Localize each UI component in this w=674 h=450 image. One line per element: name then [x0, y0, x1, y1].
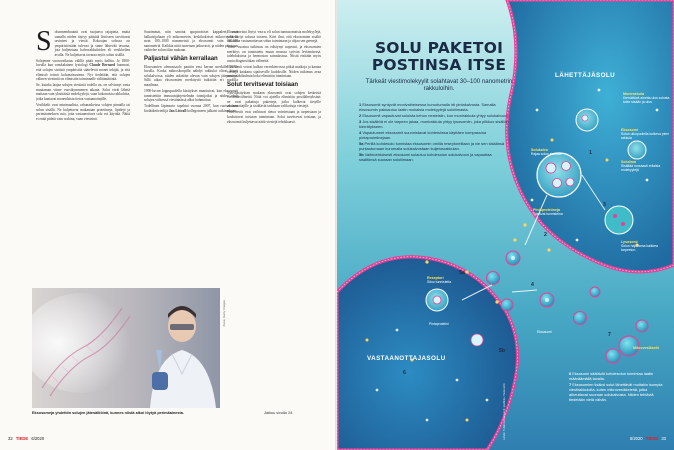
article-column-3 — [227, 30, 321, 428]
paragraph: Se, kuinka laajaa solujen viestintä todella on, on selvinnyt vasta muutaman viime vuosikymmenen aikana. Solut eivät lähetä maitaan vain yksittäisiä molekyylejä, vaan kokonaisia rakkuloita, jotka kantavat monenlaista tietoa vastaanottajille. — [36, 83, 130, 101]
note-title: Mikrovesikkelit — [633, 346, 659, 350]
paragraph: Nykykäsityksen mukaan eksosomit ovat solujen keskeisiä viestintävälineitä. Niitä voi ajatella elimistön postilähetyksinä: ne ovat pakattuja paketteja, jotka kulkevat tietyille vastaanottajille ja sisältävät tarkkaan valikoituja viestejä. — [227, 90, 321, 109]
note-title: Solulima — [621, 160, 636, 164]
lab-illustration — [32, 288, 220, 408]
step-5a — [359, 141, 509, 151]
note-body: Kierrättävä ainetta ulos solusta tulee sisään ja ulos — [623, 96, 670, 105]
note-title: Reseptori — [427, 276, 444, 280]
note-title: Eksosomi — [621, 128, 638, 132]
note-solukalvo — [531, 148, 575, 156]
step-text: Vapautuneet eksosomit suunnistavat kohteisiinsa käyttäen kompassina pintaproteiinejaan. — [359, 130, 487, 141]
note-body: Solun hajottama kaikkea tarpeeton — [621, 244, 658, 253]
paragraph: Vesikkelit ovat minimaalisia, rahanaskeissa solujen pinnalla tai solun sisällä. Ne kuljettavat mukanaan proteiineja, lipidejä ja perimäaineksen osia, joita vastaanottava solu voi käyttää. Näitä ei enää pidetä vain roskina, vaan viesteinä. — [36, 102, 130, 121]
magazine-logo: TIEDE — [645, 436, 659, 441]
dropcap: S — [36, 30, 52, 57]
step-list — [359, 102, 509, 164]
paragraph-text: Solujenne vuorovaikutus välillä pitää myös hallita. Jo 1800-luvulla kun ranskalainen fysiologi — [36, 58, 130, 68]
infographic-title — [359, 40, 519, 74]
paragraph: Eksosomit voivat kulkea verenkierrossa pitkiä matkoja ja kantaa viestejä kaukana sijaitseville kudoksille. Niiden tutkimus avaa uusia näkökulmia koko elimistön toimintaan. — [227, 65, 321, 79]
step-text: Eksosomit syntyvät monivaiheisessa kuroutumalla irti pintakalvosta. Samalla eksosomin pakkautuu laatin mukaisia molekyylejä soluliimasta. — [359, 102, 496, 113]
title-line-2: POSTINSA ITSE — [371, 56, 507, 74]
multivesicular-body — [537, 153, 581, 197]
note-lysosomi — [621, 240, 671, 252]
note-body: Sitoo tunnisteita — [427, 280, 452, 285]
marker-3: 3 — [603, 202, 606, 208]
article-column-1 — [36, 30, 130, 280]
note-title: Monirakkula — [623, 92, 644, 96]
photo-credit: Kuva: Getty Images — [222, 300, 226, 327]
folio-left — [8, 436, 44, 441]
step-number: 5b — [359, 152, 364, 158]
label-pintaproteiini: Pintaproteiini — [429, 322, 449, 326]
section-heading: Paljastui vähän kerrallaan — [144, 55, 218, 62]
step-number: 2 — [359, 113, 362, 119]
issue-number: 6/2020 — [629, 436, 643, 441]
step-text: Eksosomien lisäksi solut lähettävät muitakin isompia viestirakkuloita, kuten mikrovesikkeleitä, jotka aiheuttavat suoraan solukalvosta. Niiden tehtäviä tiedetään vielä vähän. — [569, 381, 663, 402]
marker-4: 4 — [531, 282, 534, 288]
marker-2: 2 — [544, 232, 547, 238]
paragraph: Postiviestit ovat vaihtuvat tietoa vointeistaan ja tarpeistaan ja kouluttavat toisiaan toimintaan. Solut tarvitsevat toisiaan, ja eksosomit kuljettavat näitä viestejä tehokkaasti. — [227, 110, 321, 124]
person-name: Jan Lötvall — [168, 108, 187, 113]
step-5b — [359, 152, 509, 162]
title-line-1: SOLU PAKETOI — [374, 39, 504, 57]
step-number: 3 — [359, 119, 362, 125]
step-number: 4 — [359, 130, 362, 136]
right-page — [337, 0, 674, 450]
note-body: Rajaa solun sisältöä — [531, 152, 562, 157]
note-title: Lysosomi — [621, 240, 638, 244]
step-text: Eksosomit vapautuvat soluista kehon nesteisiin, kun monirakkula yhtyy solukalvoon. — [362, 113, 509, 119]
person-name: Claude Bernard — [89, 63, 116, 68]
sender-cell-label: LÄHETTÄJÄSOLU — [555, 72, 616, 79]
paragraph-text: kollegoineen julkaisi tutkimuksen. — [187, 108, 237, 113]
step-number: 7 — [569, 381, 572, 387]
note-body: Sisältää runsaasti erilaisia molekyylejä — [621, 164, 661, 173]
photo-caption: Eksosomeja yhdettiin solujen jätesäiliöinä, kunnes niistä alkoi löytyä perimäainesta. — [32, 411, 184, 415]
note-body: Solun ulkopuolella kulkeva pieni rakkula — [621, 132, 670, 141]
step-text: Eksosomi säätävät kohdesolun toimintaa laatin määräämällä tavalla. — [569, 371, 654, 381]
receiver-cell-label: VASTAANOTTAJASOLU — [367, 355, 446, 362]
note-solulima — [621, 160, 671, 172]
step-2 — [359, 113, 509, 118]
label-eksosomi: Eksosomi — [537, 330, 552, 334]
scientist-photo — [32, 288, 220, 408]
note-monirakkula — [623, 92, 671, 104]
paragraph — [36, 59, 130, 82]
paragraph: Suurimmat, niin sanotut apoptoottiset kappaleet, ovat halkaisijaltaan yli mikrometrin, keskikokoiset mikrovesikkelit noin 100–1000 nanometriä ja eksosomit vain 30–100 nanometriä. Kaikkia niitä tuotetaan jatkuvasti, ja niiden pitoisuus vaihtelee solun tilan mukaan. — [144, 30, 238, 53]
bottom-notes — [569, 372, 667, 403]
step-number: 6 — [569, 371, 572, 376]
note-eksosomi — [621, 128, 671, 140]
page-number: 32 — [8, 436, 13, 441]
infographic-subtitle: Tärkeät viestimolekyylit solahtavat 30–100 nanometrin rakkuloihin. — [365, 78, 513, 93]
note-mikrovesikkeli — [633, 346, 673, 350]
marker-5a: 5a — [459, 270, 465, 276]
paragraph: Eksosomeista löytyi -rna:a, eli solun tunnusomaisia molekyylejä, joita siirtyi solusta toiseen. Kävi ilmi, että eksosomien sisältö vaikuttaa vastaanottavan solun toimintaan ja ohjaa sen geenejä. — [227, 30, 321, 44]
note-6 — [569, 372, 667, 382]
paragraph-text: huomasi, että solujen sisäistä ympäristöä säätelevät monet tekijät, ja että elimistö toimii kokonaisuutena. Nyt tiedetään, että solujen välinen viestintä on elimistön toiminnalle välttämätöntä. — [36, 63, 130, 82]
paragraph: Viime vuosina tutkimus on edistynyt nopeasti, ja eksosomien merkitys on tunnistettu muun muassa syövän leviämisessä, tulehduksissa ja hermoston sairauksissa. Niistä etsitään myös uusia diagnostiikan välineitä. — [227, 45, 321, 63]
note-reseptori — [427, 276, 471, 284]
intro-text: olunmembraanit ovat suojaava rajapinta, mutta samalla niiden täytyy päästää lävitseen tarvittavat ravinteet ja viestit. Kokoajan solussa on ympäristöstään tulevaa ja sinne lähtevää tavaraa, jota kuljetetaan kalvorakkuloiden eli vesikkelien avulla. Ne kuljettavat tavaraa myös solun sisällä. — [54, 30, 130, 57]
intro-paragraph — [36, 30, 130, 57]
note-title: Solukalvo — [531, 148, 548, 152]
step-1 — [359, 102, 509, 112]
article-column-2 — [144, 30, 238, 292]
marker-1: 1 — [589, 150, 592, 156]
continued-note: Jatkuu sivulla 34. — [264, 411, 294, 415]
page-number: 33 — [661, 436, 666, 441]
step-4 — [359, 130, 509, 140]
step-text: Jos sisältöä ei ole tarpeen jakaa, monirakkula yhtyy lysosomiin, joka pilkkoo sisällön kierrätykseen. — [359, 119, 509, 130]
step-number: 5a — [359, 141, 364, 147]
issue-number: 6/2020 — [31, 436, 45, 441]
marker-6: 6 — [403, 370, 406, 376]
paragraph-text: Todellinen läpimurto tapahtui vuonna 2007, kun ruotsalainen biolääketieteilijä — [144, 104, 238, 113]
step-text: Vaihtoehtoisesti eksosomi sulautuu kohdesolun solukalvoon ja vapauttaa sisältönsä suoraan soluliimaan. — [359, 152, 492, 163]
note-title: Pintaproteiineja — [533, 208, 560, 212]
lysosome — [605, 206, 633, 234]
paragraph — [144, 104, 238, 113]
step-3 — [359, 119, 509, 129]
marker-5b: 5b — [499, 348, 506, 354]
note-pintaproteiini — [533, 208, 577, 216]
section-heading: Solut tervitsevat toisiaan — [227, 81, 299, 88]
note-7 — [569, 383, 667, 403]
paragraph: Eksosomien olemassaolo pantiin ensi kerran merkille 1970-luvulla. Koska mikroskoopilla nähdyt rakkulat olivat kiinni solukalvossa, niiden uskottiin olevan vain solujen jätepusseja. Sillä aikaa eksosomien merkitystä tutkittiin eri puolilla maailmaa. — [144, 64, 238, 87]
magazine-logo: TIEDE — [15, 436, 29, 441]
paragraph: 1990-luvun loppupuolella käsitykset muuttuivat, kun eksosomit tunnistettiin immuunijärjestelmän toimijoiksi ja niiden rooli solujen välisessä viestinnässä alkoi hahmottua. — [144, 89, 238, 103]
step-text: Perillä kohdesolu tunnistaa eksosomin omilla reseptoreillaan ja vie sen sisäänsä purkautumaan kuromalla solukalvostaan kuljetusrakkulan. — [359, 141, 505, 152]
note-body: Toimivat tunnisteina — [533, 212, 563, 217]
step-number: 1 — [359, 102, 362, 107]
folio-right — [630, 436, 666, 441]
graphic-credit: Lähde: Tutkimus exosomit; grafiikka: Tiede-lehti — [503, 383, 506, 440]
marker-7: 7 — [608, 332, 611, 338]
